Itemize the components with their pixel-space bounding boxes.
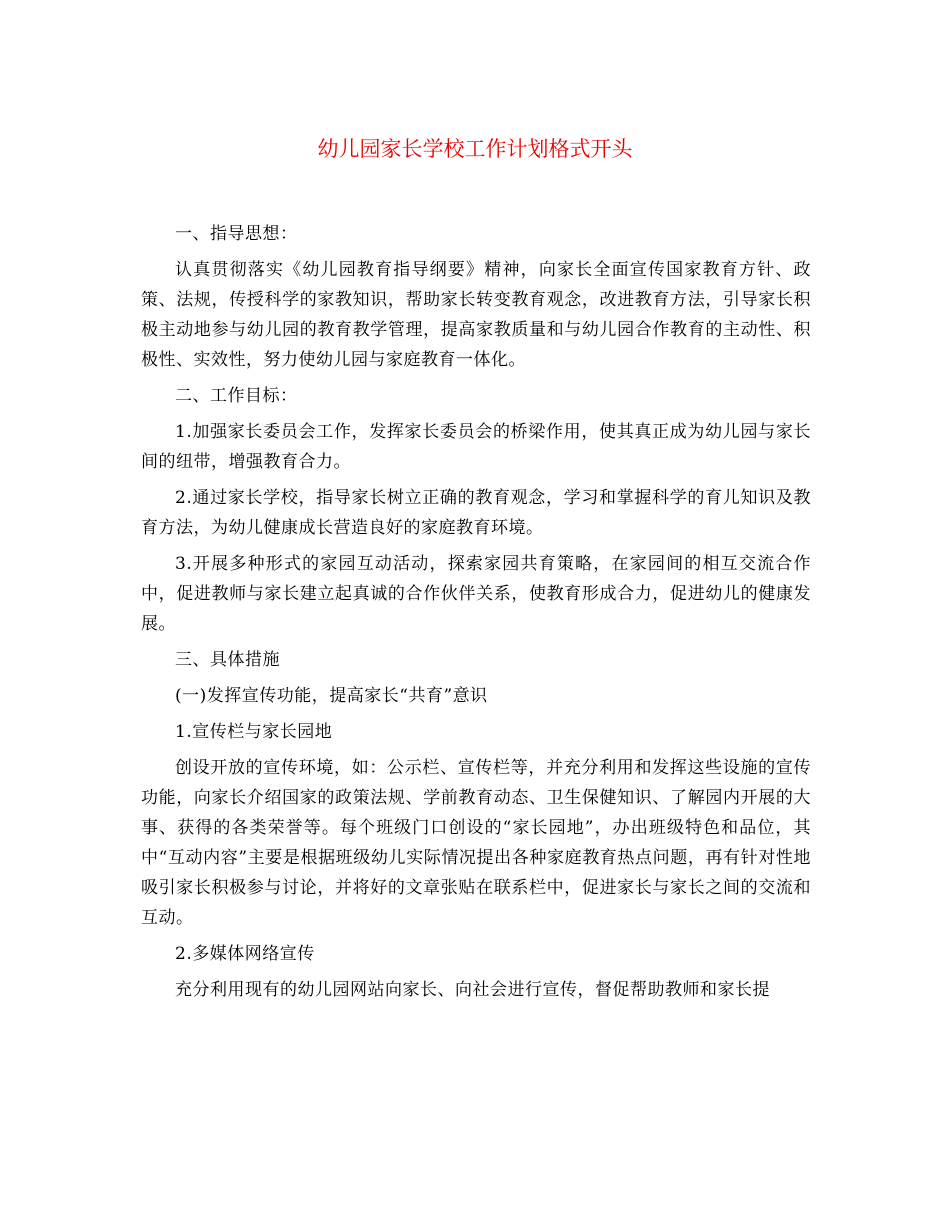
heading-guiding-ideology: 一、指导思想： [175, 224, 298, 244]
paragraph-guiding-ideology: 认真贯彻落实《幼儿园教育指导纲要》精神，向家长全面宣传国家教育方针、政策、法规，传授科学的家教知识，帮助家长转变教育观念，改进教育方法，引导家长积极主动地参与幼儿园的教育教学管理，提高家教质量和与幼儿园合作教育的主动性、积极性、实效性，努力使幼儿园与家庭教育一体化。 [141, 260, 811, 370]
subheading-multimedia: 2.多媒体网络宣传 [175, 944, 315, 964]
subheading-publicity: (一)发挥宣传功能，提高家长“共育”意识 [175, 686, 488, 706]
document-title: 幼儿园家长学校工作计划格式开头 [317, 137, 633, 161]
goal-item-1: 1.加强家长委员会工作，发挥家长委员会的桥梁作用，使其真正成为幼儿园与家长间的纽带，增强教育合力。 [141, 422, 811, 472]
goal-item-2: 2.通过家长学校，指导家长树立正确的教育观念，学习和掌握科学的育儿知识及教育方法，为幼儿健康成长营造良好的家庭教育环境。 [141, 488, 811, 538]
subheading-bulletin-board: 1.宣传栏与家长园地 [175, 722, 333, 742]
goal-item-3: 3.开展多种形式的家园互动活动，探索家园共育策略，在家园间的相互交流合作中，促进教师与家长建立起真诚的合作伙伴关系，使教育形成合力，促进幼儿的健康发展。 [141, 554, 811, 634]
heading-measures: 三、具体措施 [175, 650, 280, 670]
paragraph-bulletin-board: 创设开放的宣传环境，如：公示栏、宣传栏等，并充分利用和发挥这些设施的宣传功能，向家长介绍国家的政策法规、学前教育动态、卫生保健知识、了解园内开展的大事、获得的各类荣誉等。每个班级门口创设的“家长园地”，办出班级特色和品位，其中“互动内容”主要是根据班级幼儿实际情况提出各种家庭教育热点问题，再有针对性地吸引家长积极参与讨论，并将好的文章张贴在联系栏中，促进家长与家长之间的交流和互动。 [141, 758, 811, 928]
heading-work-goals: 二、工作目标： [175, 386, 298, 406]
paragraph-multimedia: 充分利用现有的幼儿园网站向家长、向社会进行宣传，督促帮助教师和家长提 [175, 980, 770, 1000]
document-body [141, 219, 811, 1011]
